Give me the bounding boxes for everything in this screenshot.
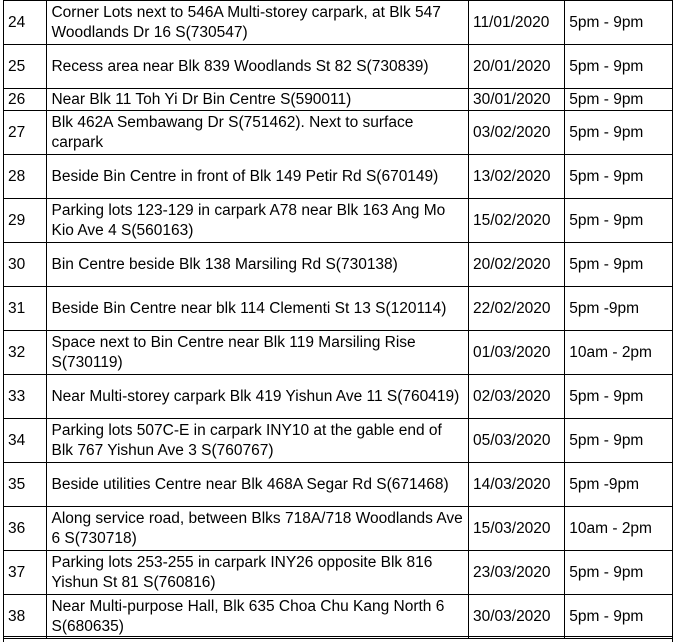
time-cell: 5pm - 9pm (565, 243, 673, 287)
row-number: 37 (4, 551, 47, 595)
row-number: 34 (4, 419, 47, 463)
time-cell: 10am - 2pm (565, 331, 673, 375)
table-row (4, 419, 673, 463)
time-cell: 5pm - 9pm (565, 419, 673, 463)
event-schedule-table (3, 0, 673, 639)
time-cell: 5pm - 9pm (565, 551, 673, 595)
date-cell: 03/02/2020 (468, 111, 564, 155)
location-cell: Bin Centre beside Blk 138 Marsiling Rd S(730138) (47, 243, 468, 287)
table-row (4, 199, 673, 243)
date-cell: 30/03/2020 (468, 595, 564, 639)
time-cell: 5pm - 9pm (565, 595, 673, 639)
table-row (4, 287, 673, 331)
date-cell: 22/02/2020 (468, 287, 564, 331)
row-number: 27 (4, 111, 47, 155)
location-cell: Space next to Bin Centre near Blk 119 Marsiling Rise S(730119) (47, 331, 468, 375)
location-cell: Parking lots 123-129 in carpark A78 near Blk 163 Ang Mo Kio Ave 4 S(560163) (47, 199, 468, 243)
row-number: 38 (4, 595, 47, 639)
location-cell: Near Multi-storey carpark Blk 419 Yishun Ave 11 S(760419) (47, 375, 468, 419)
time-cell: 5pm - 9pm (565, 89, 673, 111)
row-number: 29 (4, 199, 47, 243)
row-number: 36 (4, 507, 47, 551)
time-cell: 5pm - 9pm (565, 155, 673, 199)
time-cell: 5pm -9pm (565, 463, 673, 507)
time-cell: 5pm - 9pm (565, 45, 673, 89)
table-row (4, 375, 673, 419)
date-cell: 11/01/2020 (468, 1, 564, 45)
date-cell: 20/01/2020 (468, 45, 564, 89)
date-cell: 15/02/2020 (468, 199, 564, 243)
time-cell: 10am - 2pm (565, 507, 673, 551)
time-cell: 5pm -9pm (565, 287, 673, 331)
table-row (4, 111, 673, 155)
time-cell: 5pm - 9pm (565, 1, 673, 45)
location-cell: Corner Lots next to 546A Multi-storey carpark, at Blk 547 Woodlands Dr 16 S(730547) (47, 1, 468, 45)
date-cell: 13/02/2020 (468, 155, 564, 199)
row-number: 30 (4, 243, 47, 287)
location-cell: Near Multi-purpose Hall, Blk 635 Choa Chu Kang North 6 S(680635) (47, 595, 468, 639)
row-number: 24 (4, 1, 47, 45)
location-cell: Beside utilities Centre near Blk 468A Segar Rd S(671468) (47, 463, 468, 507)
date-cell: 14/03/2020 (468, 463, 564, 507)
table-row (4, 155, 673, 199)
time-cell: 5pm - 9pm (565, 111, 673, 155)
date-cell: 30/01/2020 (468, 89, 564, 111)
date-cell: 15/03/2020 (468, 507, 564, 551)
table-row (4, 1, 673, 45)
table-row (4, 463, 673, 507)
date-cell: 01/03/2020 (468, 331, 564, 375)
table-row (4, 45, 673, 89)
date-cell: 20/02/2020 (468, 243, 564, 287)
next-row-edge (3, 636, 673, 642)
location-cell: Recess area near Blk 839 Woodlands St 82 S(730839) (47, 45, 468, 89)
table-row (4, 331, 673, 375)
row-number: 35 (4, 463, 47, 507)
location-cell: Beside Bin Centre near blk 114 Clementi St 13 S(120114) (47, 287, 468, 331)
date-cell: 23/03/2020 (468, 551, 564, 595)
row-number: 26 (4, 89, 47, 111)
row-number: 25 (4, 45, 47, 89)
table-row (4, 595, 673, 639)
table-row (4, 507, 673, 551)
table-row (4, 551, 673, 595)
location-cell: Near Blk 11 Toh Yi Dr Bin Centre S(590011) (47, 89, 468, 111)
table-row (4, 89, 673, 111)
location-cell: Blk 462A Sembawang Dr S(751462). Next to surface carpark (47, 111, 468, 155)
location-cell: Beside Bin Centre in front of Blk 149 Petir Rd S(670149) (47, 155, 468, 199)
row-number: 33 (4, 375, 47, 419)
time-cell: 5pm - 9pm (565, 375, 673, 419)
location-cell: Parking lots 253-255 in carpark INY26 opposite Blk 816 Yishun St 81 S(760816) (47, 551, 468, 595)
date-cell: 05/03/2020 (468, 419, 564, 463)
row-number: 28 (4, 155, 47, 199)
location-cell: Parking lots 507C-E in carpark INY10 at the gable end of Blk 767 Yishun Ave 3 S(760767) (47, 419, 468, 463)
table-row (4, 243, 673, 287)
date-cell: 02/03/2020 (468, 375, 564, 419)
location-cell: Along service road, between Blks 718A/718 Woodlands Ave 6 S(730718) (47, 507, 468, 551)
time-cell: 5pm - 9pm (565, 199, 673, 243)
row-number: 32 (4, 331, 47, 375)
row-number: 31 (4, 287, 47, 331)
